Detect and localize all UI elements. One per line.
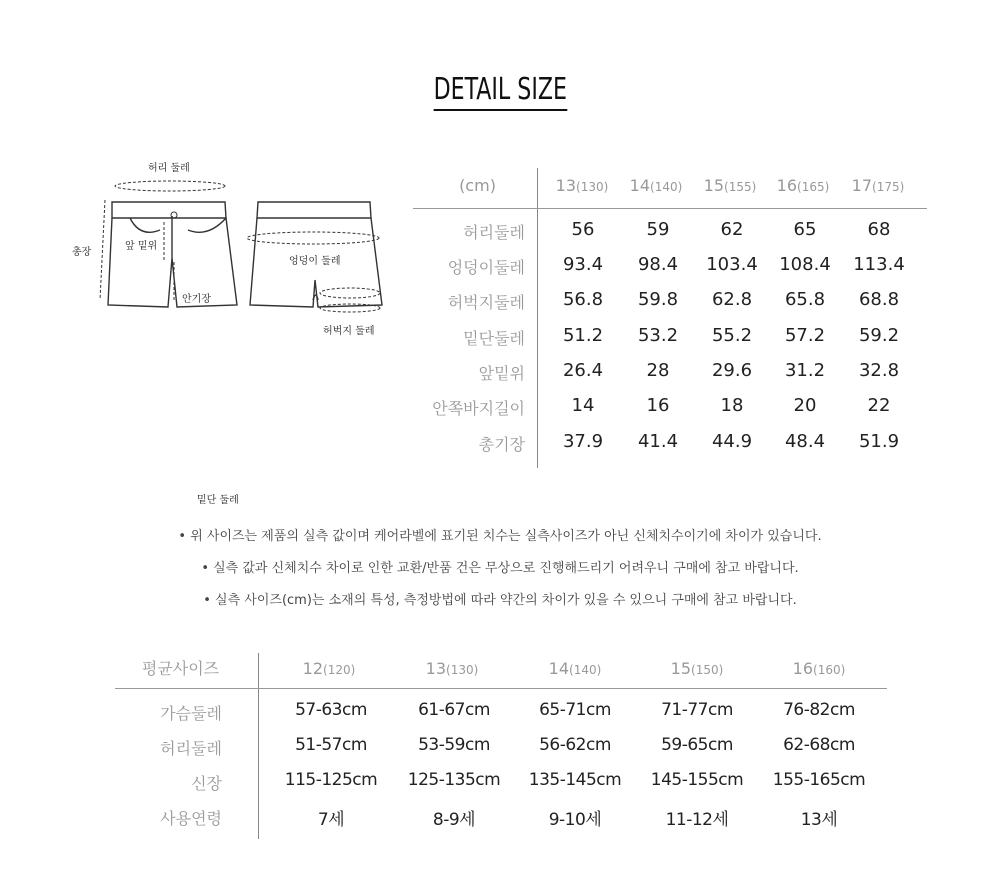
- table-cell: 53.2: [637, 325, 679, 346]
- table-cell: 51.9: [858, 431, 900, 452]
- table-cell: 103.4: [706, 254, 758, 275]
- row-label: 밑단둘레: [463, 329, 525, 348]
- row-label: 허리둘레: [463, 223, 525, 242]
- table-cell: 155-165cm: [772, 770, 866, 790]
- row-label: 신장: [191, 774, 222, 793]
- table-cell: 32.8: [858, 360, 900, 381]
- row-label: 사용연령: [160, 809, 222, 828]
- table-cell: 61-67cm: [418, 700, 490, 720]
- table-cell: 135-145cm: [528, 770, 622, 790]
- total-length-label: 총장: [72, 247, 92, 258]
- table-cell: 11-12세: [665, 810, 729, 830]
- inseam-label: 안기장: [182, 294, 211, 305]
- notice-line: • 실측 값과 신체치수 차이로 인한 교환/반품 건은 무상으로 진행해드리기 어려우니 구매에 참고 바랍니다.: [201, 561, 799, 576]
- column-header: 16(165): [776, 176, 830, 195]
- table-cell: 18: [720, 395, 744, 416]
- table-divider-horizontal: [115, 688, 887, 689]
- table-cell: 62-68cm: [783, 735, 855, 755]
- column-header: 14(140): [548, 659, 602, 678]
- column-header: 15(155): [703, 176, 757, 195]
- table-cell: 14: [571, 395, 595, 416]
- row-label: 가슴둘레: [160, 704, 222, 723]
- page-title: DETAIL SIZE: [0, 72, 1000, 111]
- table-cell: 108.4: [779, 254, 831, 275]
- table-cell: 145-155cm: [650, 770, 744, 790]
- table-cell: 65.8: [784, 289, 826, 310]
- table-cell: 31.2: [784, 360, 826, 381]
- table-cell: 68.8: [858, 289, 900, 310]
- row-label: 허벅지둘레: [447, 293, 525, 312]
- table-cell: 20: [793, 395, 817, 416]
- table-cell: 71-77cm: [661, 700, 733, 720]
- corner-label: 평균사이즈: [141, 659, 220, 678]
- table-cell: 98.4: [637, 254, 679, 275]
- table-cell: 115-125cm: [284, 770, 378, 790]
- notice-line: • 실측 사이즈(cm)는 소재의 특성, 측정방법에 따라 약간의 차이가 있을 수 있으니 구매에 참고 바랍니다.: [203, 593, 797, 608]
- column-header: 12(120): [302, 659, 356, 678]
- column-header: 15(150): [670, 659, 724, 678]
- hip-label: 엉덩이 둘레: [289, 256, 341, 267]
- table-cell: 48.4: [784, 431, 826, 452]
- table-cell: 8-9세: [432, 810, 476, 830]
- table-cell: 29.6: [711, 360, 753, 381]
- column-header: 14(140): [629, 176, 683, 195]
- table-cell: 125-135cm: [407, 770, 501, 790]
- table-cell: 93.4: [562, 254, 604, 275]
- column-header: 13(130): [425, 659, 479, 678]
- shorts-diagram: [60, 150, 400, 350]
- table-cell: 37.9: [562, 431, 604, 452]
- table-cell: 44.9: [711, 431, 753, 452]
- table-cell: 65: [793, 219, 817, 240]
- column-header: 17(175): [851, 176, 905, 195]
- table-cell: 57.2: [784, 325, 826, 346]
- column-header: 13(130): [555, 176, 609, 195]
- table-cell: 62: [720, 219, 744, 240]
- row-label: 앞밑위: [478, 364, 525, 383]
- notice-line: • 위 사이즈는 제품의 실측 값이며 케어라벨에 표기된 치수는 실측사이즈가 아닌 신체치수이기에 차이가 있습니다.: [178, 529, 822, 544]
- table-cell: 28: [646, 360, 670, 381]
- table-cell: 13세: [800, 810, 838, 830]
- hem-label: 밑단 둘레: [197, 495, 239, 506]
- shorts-illustration: [60, 150, 400, 350]
- table-cell: 55.2: [711, 325, 753, 346]
- table-cell: 53-59cm: [418, 735, 490, 755]
- row-label: 허리둘레: [160, 739, 222, 758]
- table-cell: 16: [646, 395, 670, 416]
- table-cell: 68: [867, 219, 891, 240]
- row-label: 안쪽바지길이: [432, 399, 525, 418]
- table-cell: 59.8: [637, 289, 679, 310]
- unit-label: (cm): [459, 176, 496, 195]
- table-cell: 65-71cm: [539, 700, 611, 720]
- table-cell: 57-63cm: [295, 700, 367, 720]
- thigh-label: 허벅지 둘레: [323, 326, 375, 337]
- table-cell: 26.4: [562, 360, 604, 381]
- table-cell: 62.8: [711, 289, 753, 310]
- table-divider-horizontal: [413, 208, 927, 209]
- table-cell: 7세: [317, 810, 345, 830]
- column-header: 16(160): [792, 659, 846, 678]
- table-cell: 59.2: [858, 325, 900, 346]
- row-label: 총기장: [478, 435, 525, 454]
- table-cell: 59-65cm: [661, 735, 733, 755]
- table-cell: 56.8: [562, 289, 604, 310]
- table-cell: 59: [646, 219, 670, 240]
- table-cell: 76-82cm: [783, 700, 855, 720]
- table-cell: 41.4: [637, 431, 679, 452]
- table-cell: 9-10세: [548, 810, 602, 830]
- table-divider-vertical: [258, 653, 259, 839]
- table-cell: 51-57cm: [295, 735, 367, 755]
- table-cell: 113.4: [853, 254, 905, 275]
- table-cell: 56: [571, 219, 595, 240]
- table-cell: 22: [867, 395, 891, 416]
- row-label: 엉덩이둘레: [447, 258, 525, 277]
- waist-label: 허리 둘레: [148, 163, 190, 174]
- front-rise-label: 앞 밑위: [125, 241, 158, 252]
- table-cell: 51.2: [562, 325, 604, 346]
- table-divider-vertical: [537, 168, 538, 468]
- table-cell: 56-62cm: [539, 735, 611, 755]
